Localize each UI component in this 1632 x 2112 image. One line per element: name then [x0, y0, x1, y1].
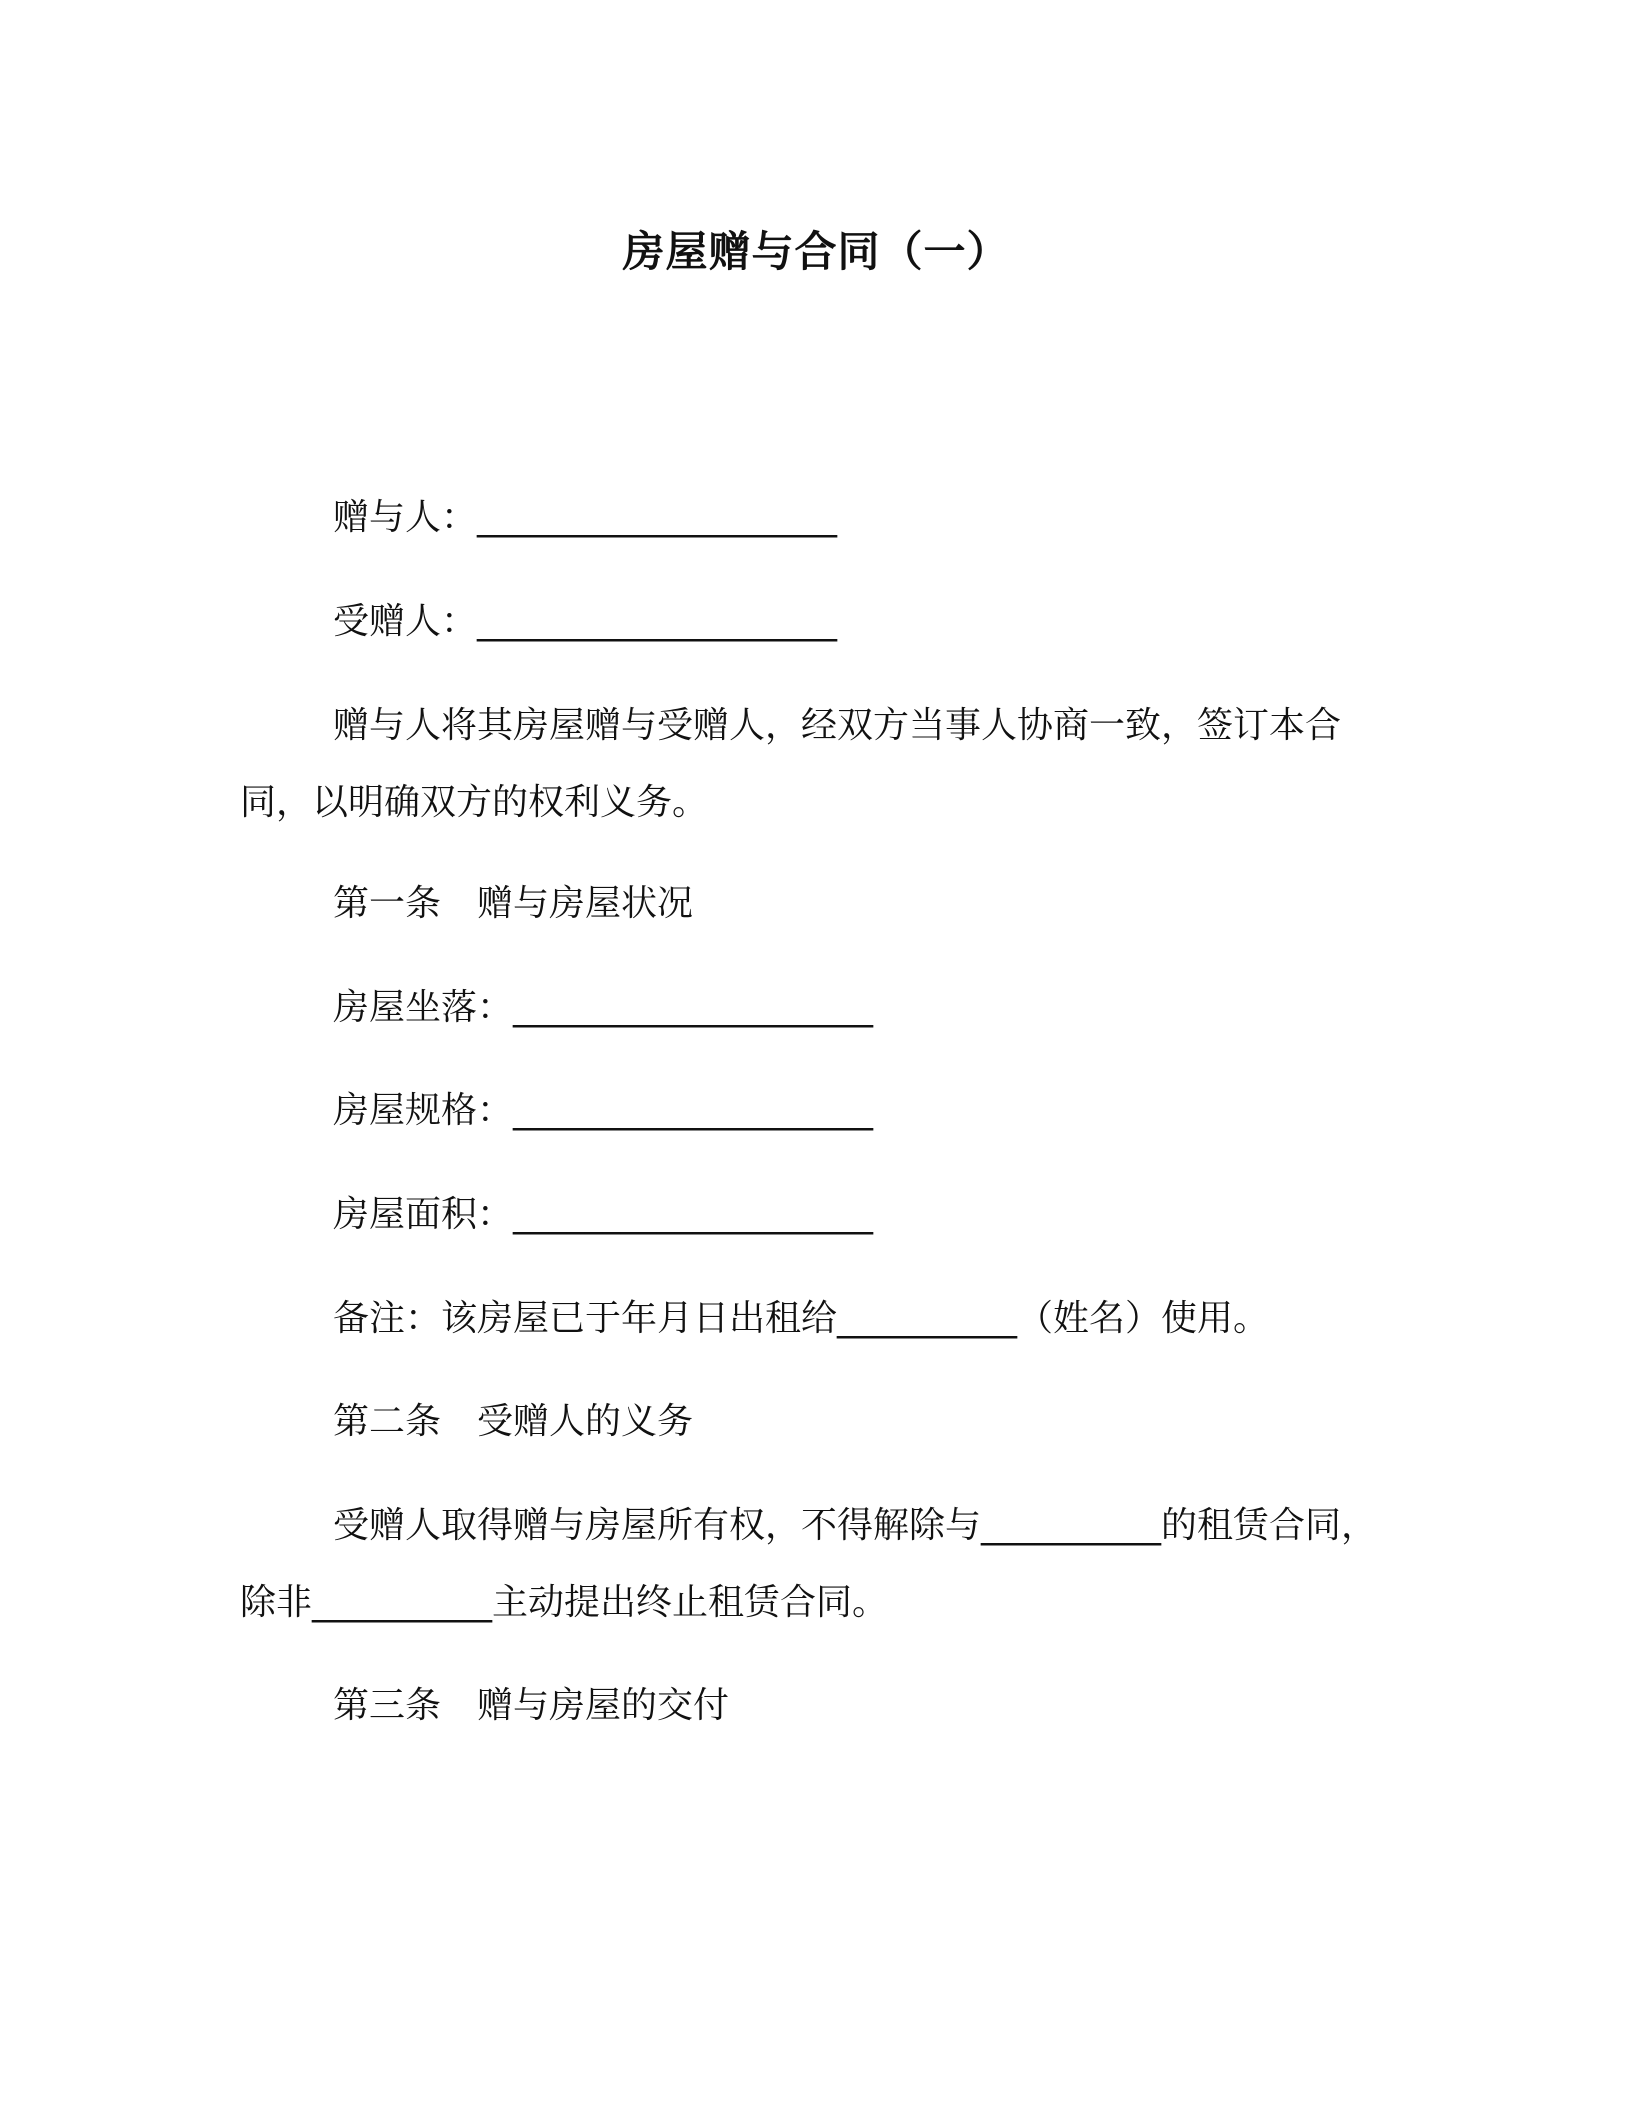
- article-2-heading: 第二条 受赠人的义务: [333, 1401, 694, 1442]
- house-area-field: 房屋面积：____________________: [333, 1194, 874, 1235]
- article-2-paragraph-line-1: 受赠人取得赠与房屋所有权，不得解除与__________的租赁合同，: [333, 1505, 1378, 1546]
- remark-line: 备注：该房屋已于年月日出租给__________（姓名）使用。: [333, 1298, 1270, 1339]
- article-3-heading: 第三条 赠与房屋的交付: [333, 1685, 730, 1726]
- article-1-heading: 第一条 赠与房屋状况: [333, 883, 694, 924]
- intro-paragraph-line-2: 同，以明确双方的权利义务。: [240, 782, 709, 823]
- intro-paragraph-line-1: 赠与人将其房屋赠与受赠人，经双方当事人协商一致，签订本合: [333, 705, 1342, 746]
- donor-field: 赠与人：____________________: [333, 497, 838, 538]
- document-title: 房屋赠与合同（一）: [622, 227, 1010, 276]
- donee-field: 受赠人：____________________: [333, 601, 838, 642]
- article-2-paragraph-line-2: 除非__________主动提出终止租赁合同。: [240, 1582, 889, 1623]
- house-spec-field: 房屋规格：____________________: [333, 1090, 874, 1131]
- house-location-field: 房屋坐落：____________________: [333, 987, 874, 1028]
